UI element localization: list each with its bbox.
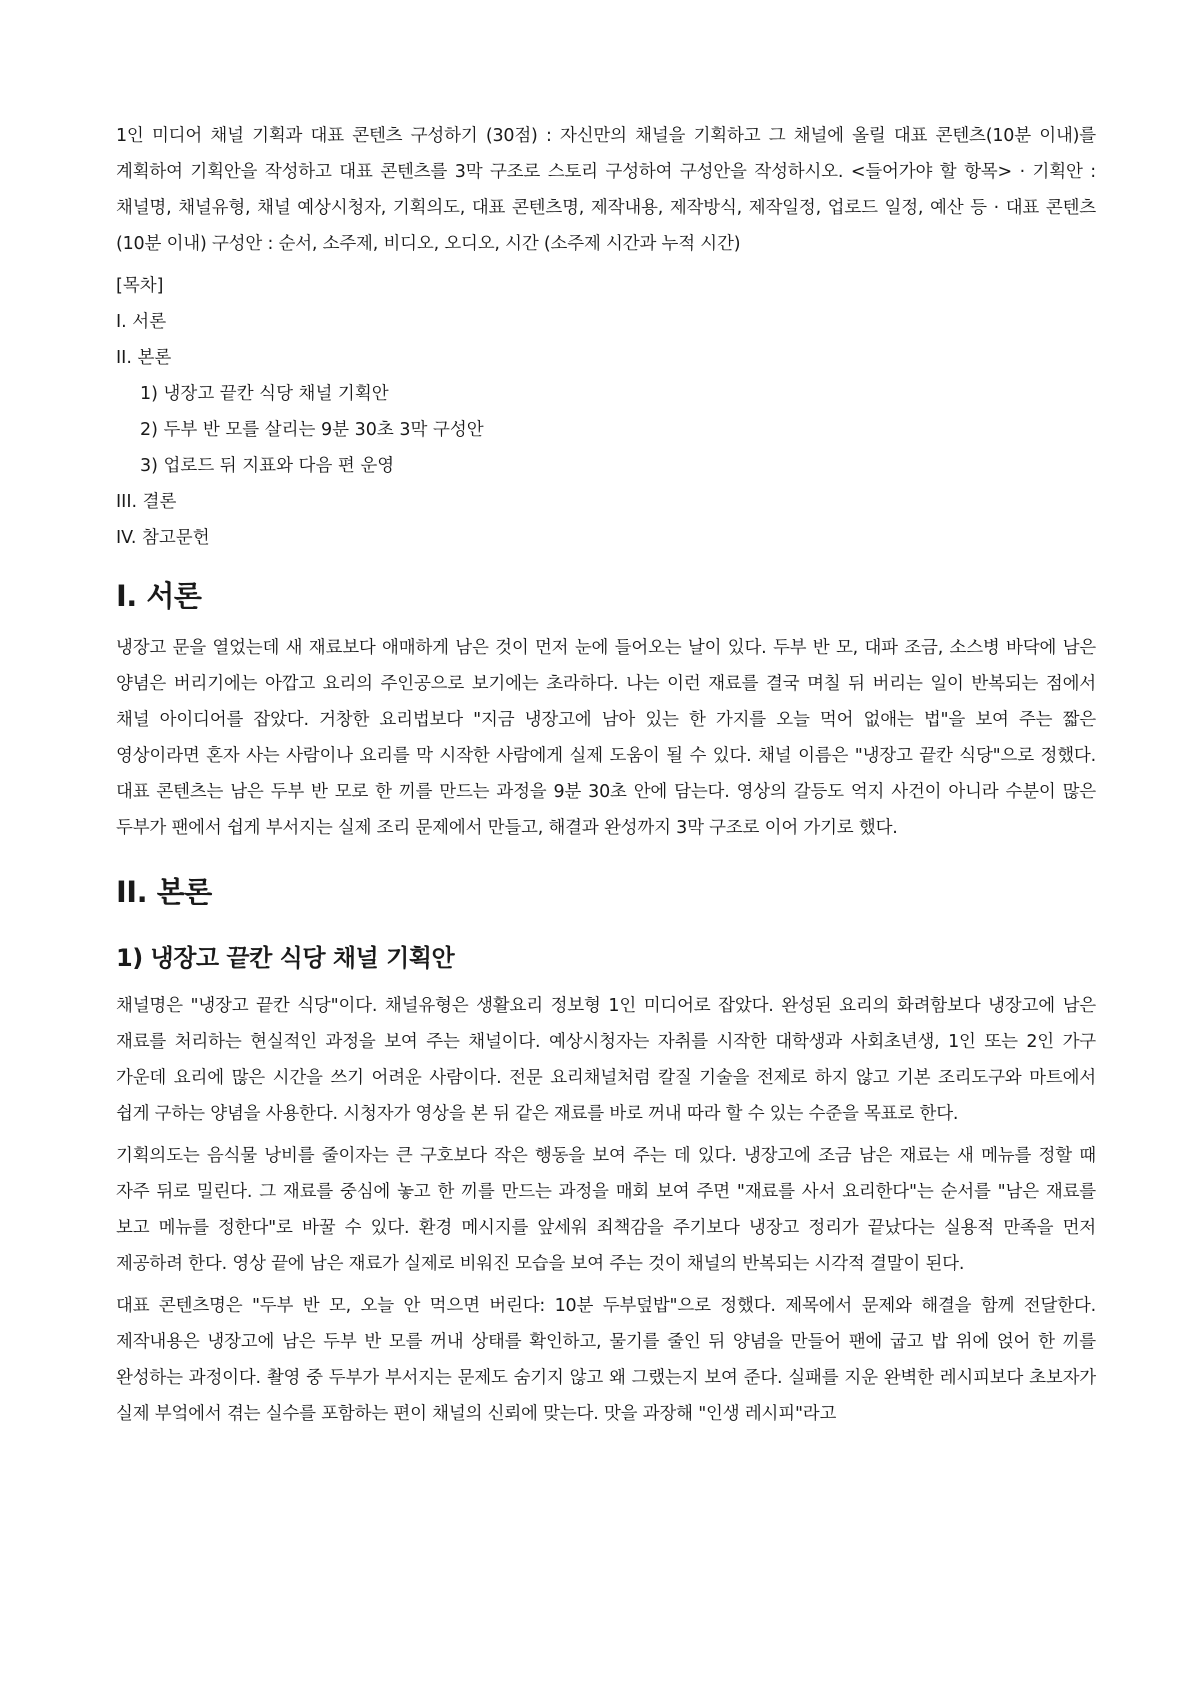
assignment-prompt: 1인 미디어 채널 기획과 대표 콘텐츠 구성하기 (30점) : 자신만의 채널을 기획하고 그 채널에 올릴 대표 콘텐츠(10분 이내)를 계획하여 기획안을 작성하고 대표 콘텐츠를 3막 구조로 스토리 구성하여 구성안을 작성하시오. <들어가야 할 항목> · 기획안 : 채널명, 채널유형, 채널 예상시청자, 기획의도, 대표 콘텐츠명, 제작내용, 제작방식, 제작일정, 업로드 일정, 예산 등 · 대표 콘텐츠(10분 이내) 구성안 : 순서, 소주제, 비디오, 오디오, 시간 (소주제 시간과 누적 시간) bbox=[116, 126, 1096, 254]
section-heading-intro: I. 서론 bbox=[116, 579, 202, 613]
toc-item: IV. 참고문헌 bbox=[116, 528, 210, 548]
toc-subitem: 1) 냉장고 끝칸 식당 채널 기획안 bbox=[140, 384, 389, 404]
toc-item: II. 본론 bbox=[116, 348, 172, 368]
subsection-heading-channel-plan: 1) 냉장고 끝칸 식당 채널 기획안 bbox=[116, 944, 455, 972]
table-of-contents bbox=[116, 268, 1096, 556]
toc-item: III. 결론 bbox=[116, 492, 177, 512]
toc-subitem: 2) 두부 반 모를 살리는 9분 30초 3막 구성안 bbox=[140, 420, 484, 440]
document-page bbox=[116, 118, 1096, 1438]
toc-subitem: 3) 업로드 뒤 지표와 다음 편 운영 bbox=[140, 456, 395, 476]
body-paragraph: 채널명은 "냉장고 끝칸 식당"이다. 채널유형은 생활요리 정보형 1인 미디어로 잡았다. 완성된 요리의 화려함보다 냉장고에 남은 재료를 처리하는 현실적인 과정을 보여 주는 채널이다. 예상시청자는 자취를 시작한 대학생과 사회초년생, 1인 또는 2인 가구 가운데 요리에 많은 시간을 쓰기 어려운 사람이다. 전문 요리채널처럼 칼질 기술을 전제로 하지 않고 기본 조리도구와 마트에서 쉽게 구하는 양념을 사용한다. 시청자가 영상을 본 뒤 같은 재료를 바로 꺼내 따라 할 수 있는 수준을 목표로 한다. bbox=[116, 996, 1096, 1124]
body-paragraph: 대표 콘텐츠명은 "두부 반 모, 오늘 안 먹으면 버린다: 10분 두부덮밥"으로 정했다. 제목에서 문제와 해결을 함께 전달한다. 제작내용은 냉장고에 남은 두부 반 모를 꺼내 상태를 확인하고, 물기를 줄인 뒤 양념을 만들어 팬에 굽고 밥 위에 얹어 한 끼를 완성하는 과정이다. 촬영 중 두부가 부서지는 문제도 숨기지 않고 왜 그랬는지 보여 준다. 실패를 지운 완벽한 레시피보다 초보자가 실제 부엌에서 겪는 실수를 포함하는 편이 채널의 신뢰에 맞는다. 맛을 과장해 "인생 레시피"라고 bbox=[116, 1296, 1096, 1424]
toc-item: I. 서론 bbox=[116, 312, 167, 332]
body-paragraph: 기획의도는 음식물 낭비를 줄이자는 큰 구호보다 작은 행동을 보여 주는 데 있다. 냉장고에 조금 남은 재료는 새 메뉴를 정할 때 자주 뒤로 밀린다. 그 재료를 중심에 놓고 한 끼를 만드는 과정을 매회 보여 주면 "재료를 사서 요리한다"는 순서를 "남은 재료를 보고 메뉴를 정한다"로 바꿀 수 있다. 환경 메시지를 앞세워 죄책감을 주기보다 냉장고 정리가 끝났다는 실용적 만족을 먼저 제공하려 한다. 영상 끝에 남은 재료가 실제로 비워진 모습을 보여 주는 것이 채널의 반복되는 시각적 결말이 된다. bbox=[116, 1146, 1096, 1274]
section-heading-body: II. 본론 bbox=[116, 875, 212, 909]
toc-title: [목차] bbox=[116, 276, 164, 296]
intro-paragraph: 냉장고 문을 열었는데 새 재료보다 애매하게 남은 것이 먼저 눈에 들어오는 날이 있다. 두부 반 모, 대파 조금, 소스병 바닥에 남은 양념은 버리기에는 아깝고 요리의 주인공으로 보기에는 초라하다. 나는 이런 재료를 결국 며칠 뒤 버리는 일이 반복되는 점에서 채널 아이디어를 잡았다. 거창한 요리법보다 "지금 냉장고에 남아 있는 한 가지를 오늘 먹어 없애는 법"을 보여 주는 짧은 영상이라면 혼자 사는 사람이나 요리를 막 시작한 사람에게 실제 도움이 될 수 있다. 채널 이름은 "냉장고 끝칸 식당"으로 정했다. 대표 콘텐츠는 남은 두부 반 모로 한 끼를 만드는 과정을 9분 30초 안에 담는다. 영상의 갈등도 억지 사건이 아니라 수분이 많은 두부가 팬에서 쉽게 부서지는 실제 조리 문제에서 만들고, 해결과 완성까지 3막 구조로 이어 가기로 했다. bbox=[116, 638, 1096, 838]
